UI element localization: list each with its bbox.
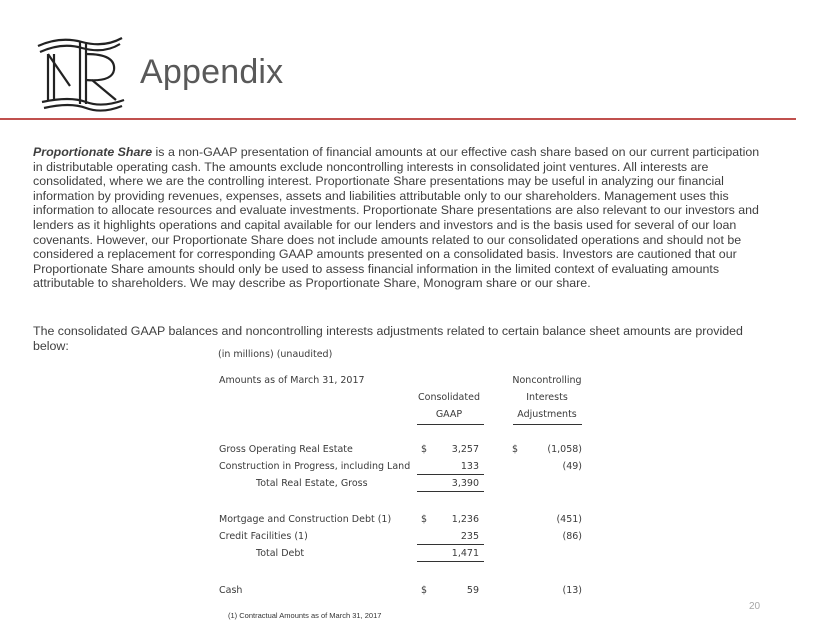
row-adjustment: (451) bbox=[556, 514, 582, 525]
row-consolidated: 133 bbox=[460, 461, 479, 472]
row-consolidated: 1,471 bbox=[451, 548, 479, 559]
col-consolidated-line1: Consolidated bbox=[418, 392, 480, 403]
row-label: Total Debt bbox=[256, 548, 305, 559]
definition-paragraph bbox=[33, 145, 763, 291]
row-consolidated: 3,390 bbox=[451, 478, 479, 489]
row-label: Mortgage and Construction Debt (1) bbox=[219, 514, 392, 525]
currency-symbol: $ bbox=[512, 444, 519, 455]
col-nci-line1: Noncontrolling bbox=[512, 375, 582, 386]
footnote: (1) Contractual Amounts as of March 31, 2017 bbox=[228, 611, 382, 620]
as-of-label: Amounts as of March 31, 2017 bbox=[219, 375, 365, 386]
row-label: Cash bbox=[219, 585, 243, 596]
monogram-logo-icon bbox=[30, 24, 130, 114]
row-consolidated: 59 bbox=[466, 585, 479, 596]
page-number: 20 bbox=[749, 601, 761, 612]
page-title: Appendix bbox=[140, 53, 284, 91]
col-consolidated-line2: GAAP bbox=[435, 409, 463, 420]
intro-paragraph: The consolidated GAAP balances and noncontrolling interests adjustments related to certain balance sheet amounts are provided below: bbox=[33, 324, 743, 353]
row-label: Gross Operating Real Estate bbox=[219, 444, 353, 455]
currency-symbol: $ bbox=[421, 585, 428, 596]
definition-text: is a non-GAAP presentation of financial amounts at our effective cash share based on our current participation in distributable operating cash. The amounts exclude noncontrolling interests in consolidated joint ventures. All interests are consolidated, where we are the controlling interest. Proportionate Share presentations may be useful in analyzing our financial information by providing revenues, expenses, assets and liabilities attributable only to our shareholders. Management uses this information to allocate resources and evaluate investments. Proportionate Share presentations are also relevant to our investors and lenders as it highlights operations and capital available for our lenders and investors and is the basis used for several of our loan covenants. However, our Proportionate Share does not include amounts related to our consolidated operations and should not be considered a replacement for corresponding GAAP amounts presented on a consolidated basis. Investors are cautioned that our Proportionate Share amounts should only be used to assess financial information in the limited context of evaluating amounts attributable to shareholders. We may describe as Proportionate Share, Monogram share or our share. bbox=[33, 145, 760, 291]
total-rule bbox=[417, 491, 484, 492]
currency-symbol: $ bbox=[421, 514, 428, 525]
row-consolidated: 1,236 bbox=[451, 514, 479, 525]
currency-symbol: $ bbox=[421, 444, 428, 455]
row-adjustment: (1,058) bbox=[547, 444, 582, 455]
row-adjustment: (86) bbox=[562, 531, 582, 542]
row-adjustment: (49) bbox=[562, 461, 582, 472]
row-label: Credit Facilities (1) bbox=[219, 531, 308, 542]
subtotal-rule bbox=[417, 474, 484, 475]
units-note: (in millions) (unaudited) bbox=[218, 349, 333, 360]
col-nci-line3: Adjustments bbox=[517, 409, 577, 420]
col-consolidated-underline bbox=[417, 424, 484, 425]
row-adjustment: (13) bbox=[562, 585, 582, 596]
col-nci-underline bbox=[513, 424, 582, 425]
subtotal-rule bbox=[417, 544, 484, 545]
title-divider bbox=[0, 118, 796, 120]
row-label: Construction in Progress, including Land bbox=[219, 461, 411, 472]
col-nci-line2: Interests bbox=[526, 392, 568, 403]
lead-term: Proportionate Share bbox=[33, 145, 153, 159]
row-consolidated: 3,257 bbox=[451, 444, 479, 455]
row-label: Total Real Estate, Gross bbox=[256, 478, 368, 489]
row-consolidated: 235 bbox=[460, 531, 479, 542]
total-rule bbox=[417, 561, 484, 562]
